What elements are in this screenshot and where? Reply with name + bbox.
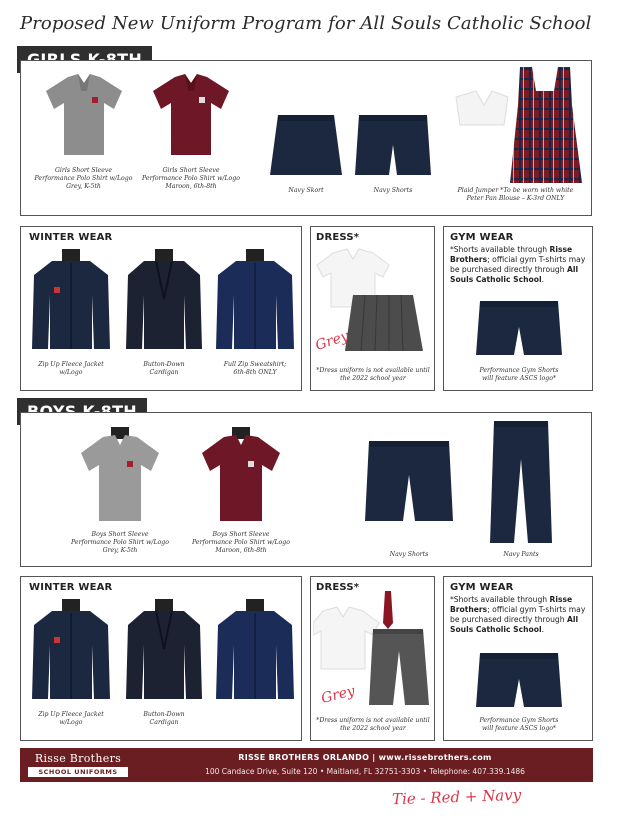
navy-skort-image bbox=[266, 109, 346, 181]
girls-maroon-polo-item bbox=[136, 69, 246, 191]
girls-sweatshirt-caption bbox=[224, 361, 286, 377]
grey-polo-image bbox=[38, 69, 130, 161]
boys-cardigan-caption bbox=[143, 711, 184, 727]
girls-gym-text bbox=[450, 245, 590, 285]
gym-vendor: Risse Brothers bbox=[450, 595, 573, 615]
boys-navy-shorts-caption: Navy Shorts bbox=[389, 551, 429, 558]
boys-fleece-caption bbox=[38, 711, 104, 727]
gym-school: All Souls Catholic School bbox=[450, 265, 579, 285]
boys-grey-polo-item bbox=[65, 427, 175, 555]
gym-school: All Souls Catholic School bbox=[450, 615, 579, 635]
girls-dress-note bbox=[313, 367, 433, 383]
caption-text: *Dress uniform is not available until the 2022 school year bbox=[316, 717, 430, 733]
boys-gym-title: GYM WEAR bbox=[450, 582, 514, 593]
caption-text: Zip Up Fleece Jacket w/Logo bbox=[38, 711, 104, 727]
boys-dress-handwriting: Grey bbox=[319, 683, 357, 707]
boys-gym-text bbox=[450, 595, 590, 635]
boys-grey-polo-caption bbox=[71, 531, 169, 555]
girls-dress-handwriting: Grey bbox=[313, 328, 351, 354]
plaid-jumper-image bbox=[446, 65, 586, 187]
footer-banner bbox=[20, 748, 593, 782]
caption-text: Girls Short Sleeve Performance Polo Shirt w/Logo Grey, K-5th bbox=[34, 167, 133, 191]
gym-vendor: Risse Brothers bbox=[450, 245, 573, 265]
girls-winter-title: WINTER WEAR bbox=[29, 232, 113, 243]
gym-text-mid: ; official gym T-shirts may be purchased directly through bbox=[450, 605, 586, 625]
document-title: Proposed New Uniform Program for All Souls Catholic School bbox=[20, 13, 592, 34]
girls-gym-title: GYM WEAR bbox=[450, 232, 514, 243]
girls-fleece-caption bbox=[38, 361, 104, 377]
girls-navy-shorts-caption: Navy Shorts bbox=[373, 187, 413, 194]
boys-winter-box bbox=[20, 576, 302, 741]
cardigan-image bbox=[122, 249, 206, 357]
boys-maroon-polo-caption bbox=[192, 531, 290, 555]
caption-text: Girls Short Sleeve Performance Polo Shirt w/Logo Maroon, 6th-8th bbox=[142, 167, 240, 191]
gym-text-post: . bbox=[541, 625, 544, 635]
girls-dress-title: DRESS* bbox=[316, 232, 360, 243]
girls-sweatshirt-item bbox=[209, 249, 301, 377]
caption-text: Button-Down Cardigan bbox=[143, 361, 185, 377]
navy-skort-item bbox=[261, 109, 351, 195]
boys-winter-title: WINTER WEAR bbox=[29, 582, 113, 593]
girls-grey-polo-caption bbox=[35, 167, 133, 191]
caption-text: Performance Gym Shorts will feature ASCS logo* bbox=[479, 367, 559, 383]
girls-maroon-polo-caption bbox=[142, 167, 240, 191]
girls-dress-box bbox=[310, 226, 435, 391]
boys-grey-polo-image bbox=[75, 427, 165, 525]
girls-gym-box bbox=[443, 226, 593, 391]
gym-text-post: . bbox=[541, 275, 544, 285]
gym-text-pre: *Shorts available through bbox=[450, 245, 550, 254]
caption-text: Boys Short Sleeve Performance Polo Shirt w/Logo Grey, K-5th bbox=[71, 531, 169, 555]
risse-brothers-logo bbox=[28, 752, 128, 778]
boys-maroon-polo-image bbox=[196, 427, 286, 525]
girls-cardigan-item bbox=[119, 249, 209, 377]
caption-text: Zip Up Fleece Jacket w/Logo bbox=[38, 361, 104, 377]
girls-navy-shorts-item bbox=[349, 109, 437, 195]
boys-gym-caption bbox=[446, 717, 592, 733]
boys-dress-title: DRESS* bbox=[316, 582, 360, 593]
caption-text: Boys Short Sleeve Performance Polo Shirt w/Logo Maroon, 6th-8th bbox=[192, 531, 290, 555]
caption-text: *Dress uniform is not available until the 2022 school year bbox=[316, 367, 430, 383]
navy-pants-image bbox=[488, 419, 554, 545]
girls-gym-caption bbox=[446, 367, 592, 383]
navy-pants-item bbox=[476, 419, 566, 559]
sweatshirt-image bbox=[212, 249, 298, 357]
caption-text: Plaid Jumper *To be worn with white Peter Pan Blouse – K-3rd ONLY bbox=[457, 187, 574, 203]
caption-text: Button-Down Cardigan bbox=[143, 711, 185, 727]
girls-cardigan-caption bbox=[143, 361, 184, 377]
boys-jacket-image bbox=[212, 599, 298, 707]
girls-gym-shorts-image bbox=[474, 297, 564, 359]
handwritten-tie-note: Tie - Red + Navy bbox=[391, 785, 522, 809]
boys-fleece-jacket-image bbox=[28, 599, 114, 707]
boys-main-box bbox=[20, 412, 592, 567]
boys-fleece-item bbox=[25, 599, 117, 727]
boys-navy-shorts-item bbox=[361, 437, 457, 559]
footer-address-line: 100 Candace Drive, Suite 120 • Maitland, FL 32751-3303 • Telephone: 407.339.1486 bbox=[205, 767, 525, 776]
caption-text: Full Zip Sweatshirt; 6th-8th ONLY bbox=[223, 361, 287, 377]
girls-winter-box bbox=[20, 226, 302, 391]
boys-cardigan-item bbox=[119, 599, 209, 727]
girls-main-box bbox=[20, 60, 592, 216]
caption-text: Performance Gym Shorts will feature ASCS logo* bbox=[479, 717, 559, 733]
maroon-polo-image bbox=[145, 69, 237, 161]
plaid-jumper-caption bbox=[458, 187, 574, 203]
fleece-jacket-image bbox=[28, 249, 114, 357]
boys-dress-box bbox=[310, 576, 435, 741]
logo-subtitle: SCHOOL UNIFORMS bbox=[28, 767, 128, 777]
gym-text-pre: *Shorts available through bbox=[450, 595, 550, 604]
boys-extra-jacket-item bbox=[211, 599, 299, 707]
gym-text-mid: ; official gym T-shirts may be purchased directly through bbox=[450, 255, 586, 275]
boys-navy-shorts-image bbox=[363, 437, 455, 525]
boys-maroon-polo-item bbox=[181, 427, 301, 555]
boys-gym-box bbox=[443, 576, 593, 741]
girls-grey-polo-item bbox=[31, 69, 136, 191]
girls-navy-shorts-image bbox=[353, 109, 433, 181]
navy-skort-caption: Navy Skort bbox=[288, 187, 324, 194]
logo-name: Risse Brothers bbox=[34, 752, 122, 765]
navy-pants-caption: Navy Pants bbox=[503, 551, 539, 558]
footer-contact-line: RISSE BROTHERS ORLANDO | www.rissebrothers.com bbox=[238, 753, 492, 762]
boys-dress-note bbox=[313, 717, 433, 733]
girls-fleece-item bbox=[25, 249, 117, 377]
plaid-jumper-item bbox=[443, 65, 588, 203]
boys-cardigan-image bbox=[122, 599, 206, 707]
boys-gym-shorts-image bbox=[474, 649, 564, 711]
